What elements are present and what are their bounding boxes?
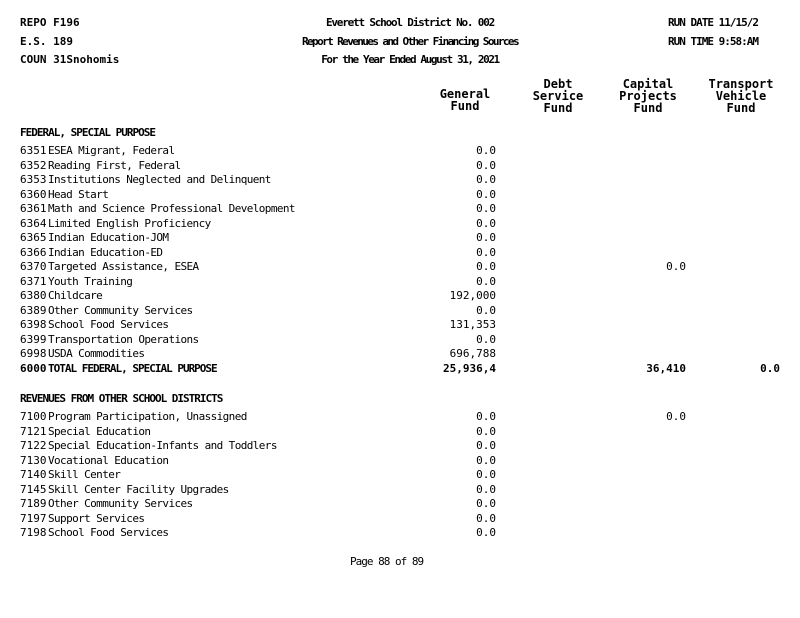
row-description: Support Services	[48, 511, 145, 525]
row-description: Reading First, Federal	[48, 158, 181, 172]
row-code: 7197	[20, 511, 47, 525]
row-general-fund-value: 192,000	[449, 289, 496, 302]
row-code: 7140	[20, 468, 47, 481]
row-general-fund-value: 0.0	[476, 424, 496, 438]
row-code: 6361	[20, 202, 47, 215]
row-description: Other Community Services	[48, 303, 193, 317]
report-id: REPO F196	[20, 16, 80, 29]
row-general-fund-value: 0.0	[476, 439, 496, 452]
row-description: Limited English Proficiency	[48, 216, 211, 230]
row-code: 6352	[20, 158, 47, 172]
section-title-federal: FEDERAL, SPECIAL PURPOSE	[20, 126, 155, 139]
row-description: Math and Science Professional Development	[48, 202, 295, 215]
row-general-fund-value: 0.0	[476, 511, 496, 525]
row-code: 6365	[20, 231, 47, 244]
row-general-fund-value: 0.0	[476, 497, 496, 510]
row-code: 7100	[20, 410, 47, 423]
report-period: For the Year Ended August 31, 2021	[321, 53, 499, 66]
row-general-fund-value: 0.0	[476, 482, 496, 496]
col-capital-projects-fund: Capital Projects Fund	[619, 77, 677, 115]
col-transport-vehicle-fund: Transport Vehicle Fund	[708, 77, 774, 115]
row-description: School Food Services	[48, 318, 169, 331]
col-debt-service-fund: Debt Service Fund	[532, 77, 584, 115]
row-code: 7122	[20, 439, 47, 452]
row-description: Transportation Operations	[48, 332, 199, 346]
row-code: 6399	[20, 332, 47, 346]
row-code: 6360	[20, 187, 47, 201]
row-general-fund-value: 0.0	[476, 245, 496, 259]
row-description: Indian Education-ED	[48, 245, 163, 259]
row-code: 6366	[20, 245, 47, 259]
row-description: USDA Commodities	[48, 347, 145, 360]
row-code: 6370	[20, 260, 47, 273]
row-general-fund-value: 0.0	[476, 231, 496, 244]
section-title-other-districts: REVENUES FROM OTHER SCHOOL DISTRICTS	[20, 392, 223, 405]
row-general-fund-value: 0.0	[476, 332, 496, 346]
row-general-fund-value: 0.0	[476, 173, 496, 186]
row-description: Special Education	[48, 424, 151, 438]
row-description: Vocational Education	[48, 453, 169, 467]
total-description: TOTAL FEDERAL, SPECIAL PURPOSE	[48, 362, 217, 375]
row-description: Indian Education-JOM	[48, 231, 169, 244]
total-code: 6000	[20, 362, 47, 375]
row-description: ESEA Migrant, Federal	[48, 144, 175, 157]
row-code: 7145	[20, 482, 47, 496]
row-general-fund-value: 131,353	[449, 318, 496, 331]
run-time: RUN TIME 9:58:AM	[668, 35, 758, 48]
row-description: Other Community Services	[48, 497, 193, 510]
row-general-fund-value: 0.0	[476, 410, 496, 423]
row-code: 6380	[20, 289, 47, 302]
row-code: 7189	[20, 497, 47, 510]
total-general-fund-value: 25,936,4	[443, 362, 496, 375]
row-general-fund-value: 0.0	[476, 202, 496, 215]
total-transport-vehicle-value: 0.0	[760, 362, 780, 375]
row-description: Special Education-Infants and Toddlers	[48, 439, 277, 452]
county: COUN 31Snohomis	[20, 53, 120, 66]
row-description: Program Participation, Unassigned	[48, 410, 247, 423]
row-general-fund-value: 0.0	[476, 260, 496, 273]
row-capital-projects-value: 0.0	[666, 410, 686, 423]
district-name: Everett School District No. 002	[325, 16, 495, 29]
row-code: 6353	[20, 173, 47, 186]
row-code: 6389	[20, 303, 47, 317]
row-general-fund-value: 0.0	[476, 144, 496, 157]
row-capital-projects-value: 0.0	[666, 260, 686, 273]
row-general-fund-value: 0.0	[476, 303, 496, 317]
row-general-fund-value: 0.0	[476, 158, 496, 172]
row-code: 6371	[20, 274, 47, 288]
row-code: 6998	[20, 347, 47, 360]
row-general-fund-value: 0.0	[476, 526, 496, 539]
row-description: Targeted Assistance, ESEA	[48, 260, 199, 273]
row-general-fund-value: 0.0	[476, 453, 496, 467]
row-code: 6398	[20, 318, 47, 331]
row-general-fund-value: 0.0	[476, 274, 496, 288]
es-number: E.S. 189	[20, 35, 73, 48]
row-code: 6351	[20, 144, 47, 157]
page-number: Page 88 of 89	[350, 555, 424, 568]
col-general-fund: General Fund	[439, 87, 491, 113]
row-description: Skill Center	[48, 468, 121, 481]
run-date: RUN DATE 11/15/2	[668, 16, 758, 29]
row-code: 7121	[20, 424, 47, 438]
row-general-fund-value: 696,788	[449, 347, 496, 360]
report-title: Report Revenues and Other Financing Sources	[302, 35, 518, 48]
total-capital-projects-value: 36,410	[646, 362, 686, 375]
row-description: Youth Training	[48, 274, 133, 288]
row-description: Skill Center Facility Upgrades	[48, 482, 229, 496]
row-code: 7198	[20, 526, 47, 539]
row-code: 7130	[20, 453, 47, 467]
row-description: Childcare	[48, 289, 103, 302]
row-description: Institutions Neglected and Delinquent	[48, 173, 271, 186]
row-description: Head Start	[48, 187, 109, 201]
row-code: 6364	[20, 216, 47, 230]
row-description: School Food Services	[48, 526, 169, 539]
row-general-fund-value: 0.0	[476, 187, 496, 201]
row-general-fund-value: 0.0	[476, 468, 496, 481]
row-general-fund-value: 0.0	[476, 216, 496, 230]
